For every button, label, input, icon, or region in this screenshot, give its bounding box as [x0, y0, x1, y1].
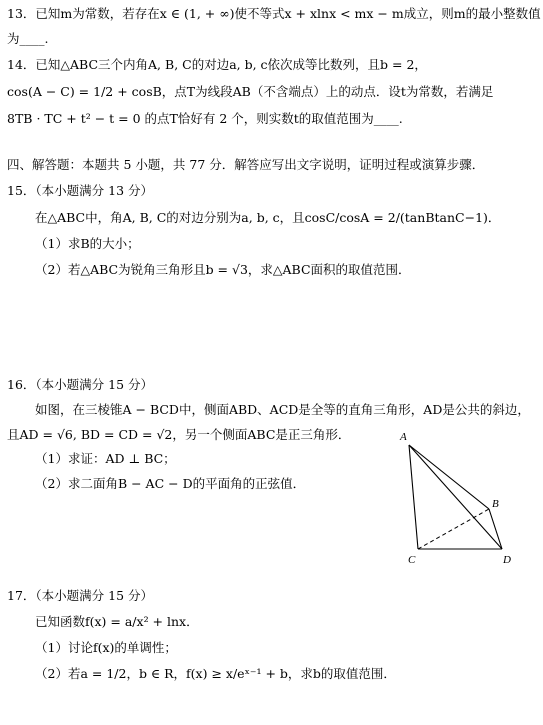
- problem-13-line-1: 13．已知m为常数，若存在x ∈ (1, + ∞)使不等式x + xlnx < mx − m成立，则m的最小整数值: [7, 6, 541, 21]
- edge-AB: [409, 445, 489, 509]
- vertex-label-B: B: [492, 498, 499, 510]
- tetrahedron-figure: [390, 425, 530, 570]
- edge-AC: [409, 445, 418, 549]
- problem-16-q2: （2）求二面角B − AC − D的平面角的正弦值．: [35, 476, 306, 491]
- vertex-label-A: A: [400, 431, 407, 443]
- problem-16-stem-2: 且AD = √6, BD = CD = √2，另一个侧面ABC是正三角形．: [7, 427, 351, 442]
- problem-15-q1: （1）求B的大小；: [35, 236, 140, 251]
- problem-15-heading: 15．（本小题满分 13 分）: [7, 183, 154, 198]
- problem-16-heading: 16．（本小题满分 15 分）: [7, 377, 154, 392]
- problem-16-q1: （1）求证：AD ⊥ BC；: [35, 451, 176, 466]
- section-4-heading: 四、解答题：本题共 5 小题，共 77 分．解答应写出文字说明，证明过程或演算步骤．: [7, 157, 485, 172]
- problem-17-q2: （2）若a = 1/2，b ∈ R，f(x) ≥ x/eˣ⁻¹ + b，求b的取值范围．: [35, 666, 396, 681]
- vertex-label-C: C: [408, 554, 416, 566]
- problem-17-heading: 17．（本小题满分 15 分）: [7, 588, 154, 603]
- problem-14-line-3: 8TB · TC + t² − t = 0 的点T恰好有 2 个，则实数t的取值范围为____.: [7, 111, 403, 126]
- problem-14-line-2: cos(A − C) = 1/2 + cosB，点T为线段AB（不含端点）上的动点．设t为常数，若满足: [7, 84, 494, 99]
- problem-15-q2: （2）若△ABC为锐角三角形且b = √3，求△ABC面积的取值范围．: [35, 262, 411, 277]
- problem-17-stem: 已知函数f(x) = a/x² + lnx．: [35, 614, 199, 629]
- problem-16-stem-1: 如图，在三棱锥A − BCD中，侧面ABD、ACD是全等的直角三角形，AD是公共的斜边，: [35, 402, 530, 417]
- vertex-label-D: D: [503, 554, 511, 566]
- problem-15-stem: 在△ABC中，角A, B, C的对边分别为a, b, c，且cosC/cosA = 2/(tanBtanC−1)．: [35, 210, 501, 225]
- edge-AD: [409, 445, 502, 549]
- problem-17-q1: （1）讨论f(x)的单调性；: [35, 640, 177, 655]
- edge-BD: [489, 509, 502, 549]
- problem-14-line-1: 14．已知△ABC三个内角A, B, C的对边a, b, c依次成等比数列，且b = 2，: [7, 57, 427, 72]
- problem-13-line-2: 为____.: [7, 31, 49, 46]
- edge-BC-hidden: [418, 509, 489, 549]
